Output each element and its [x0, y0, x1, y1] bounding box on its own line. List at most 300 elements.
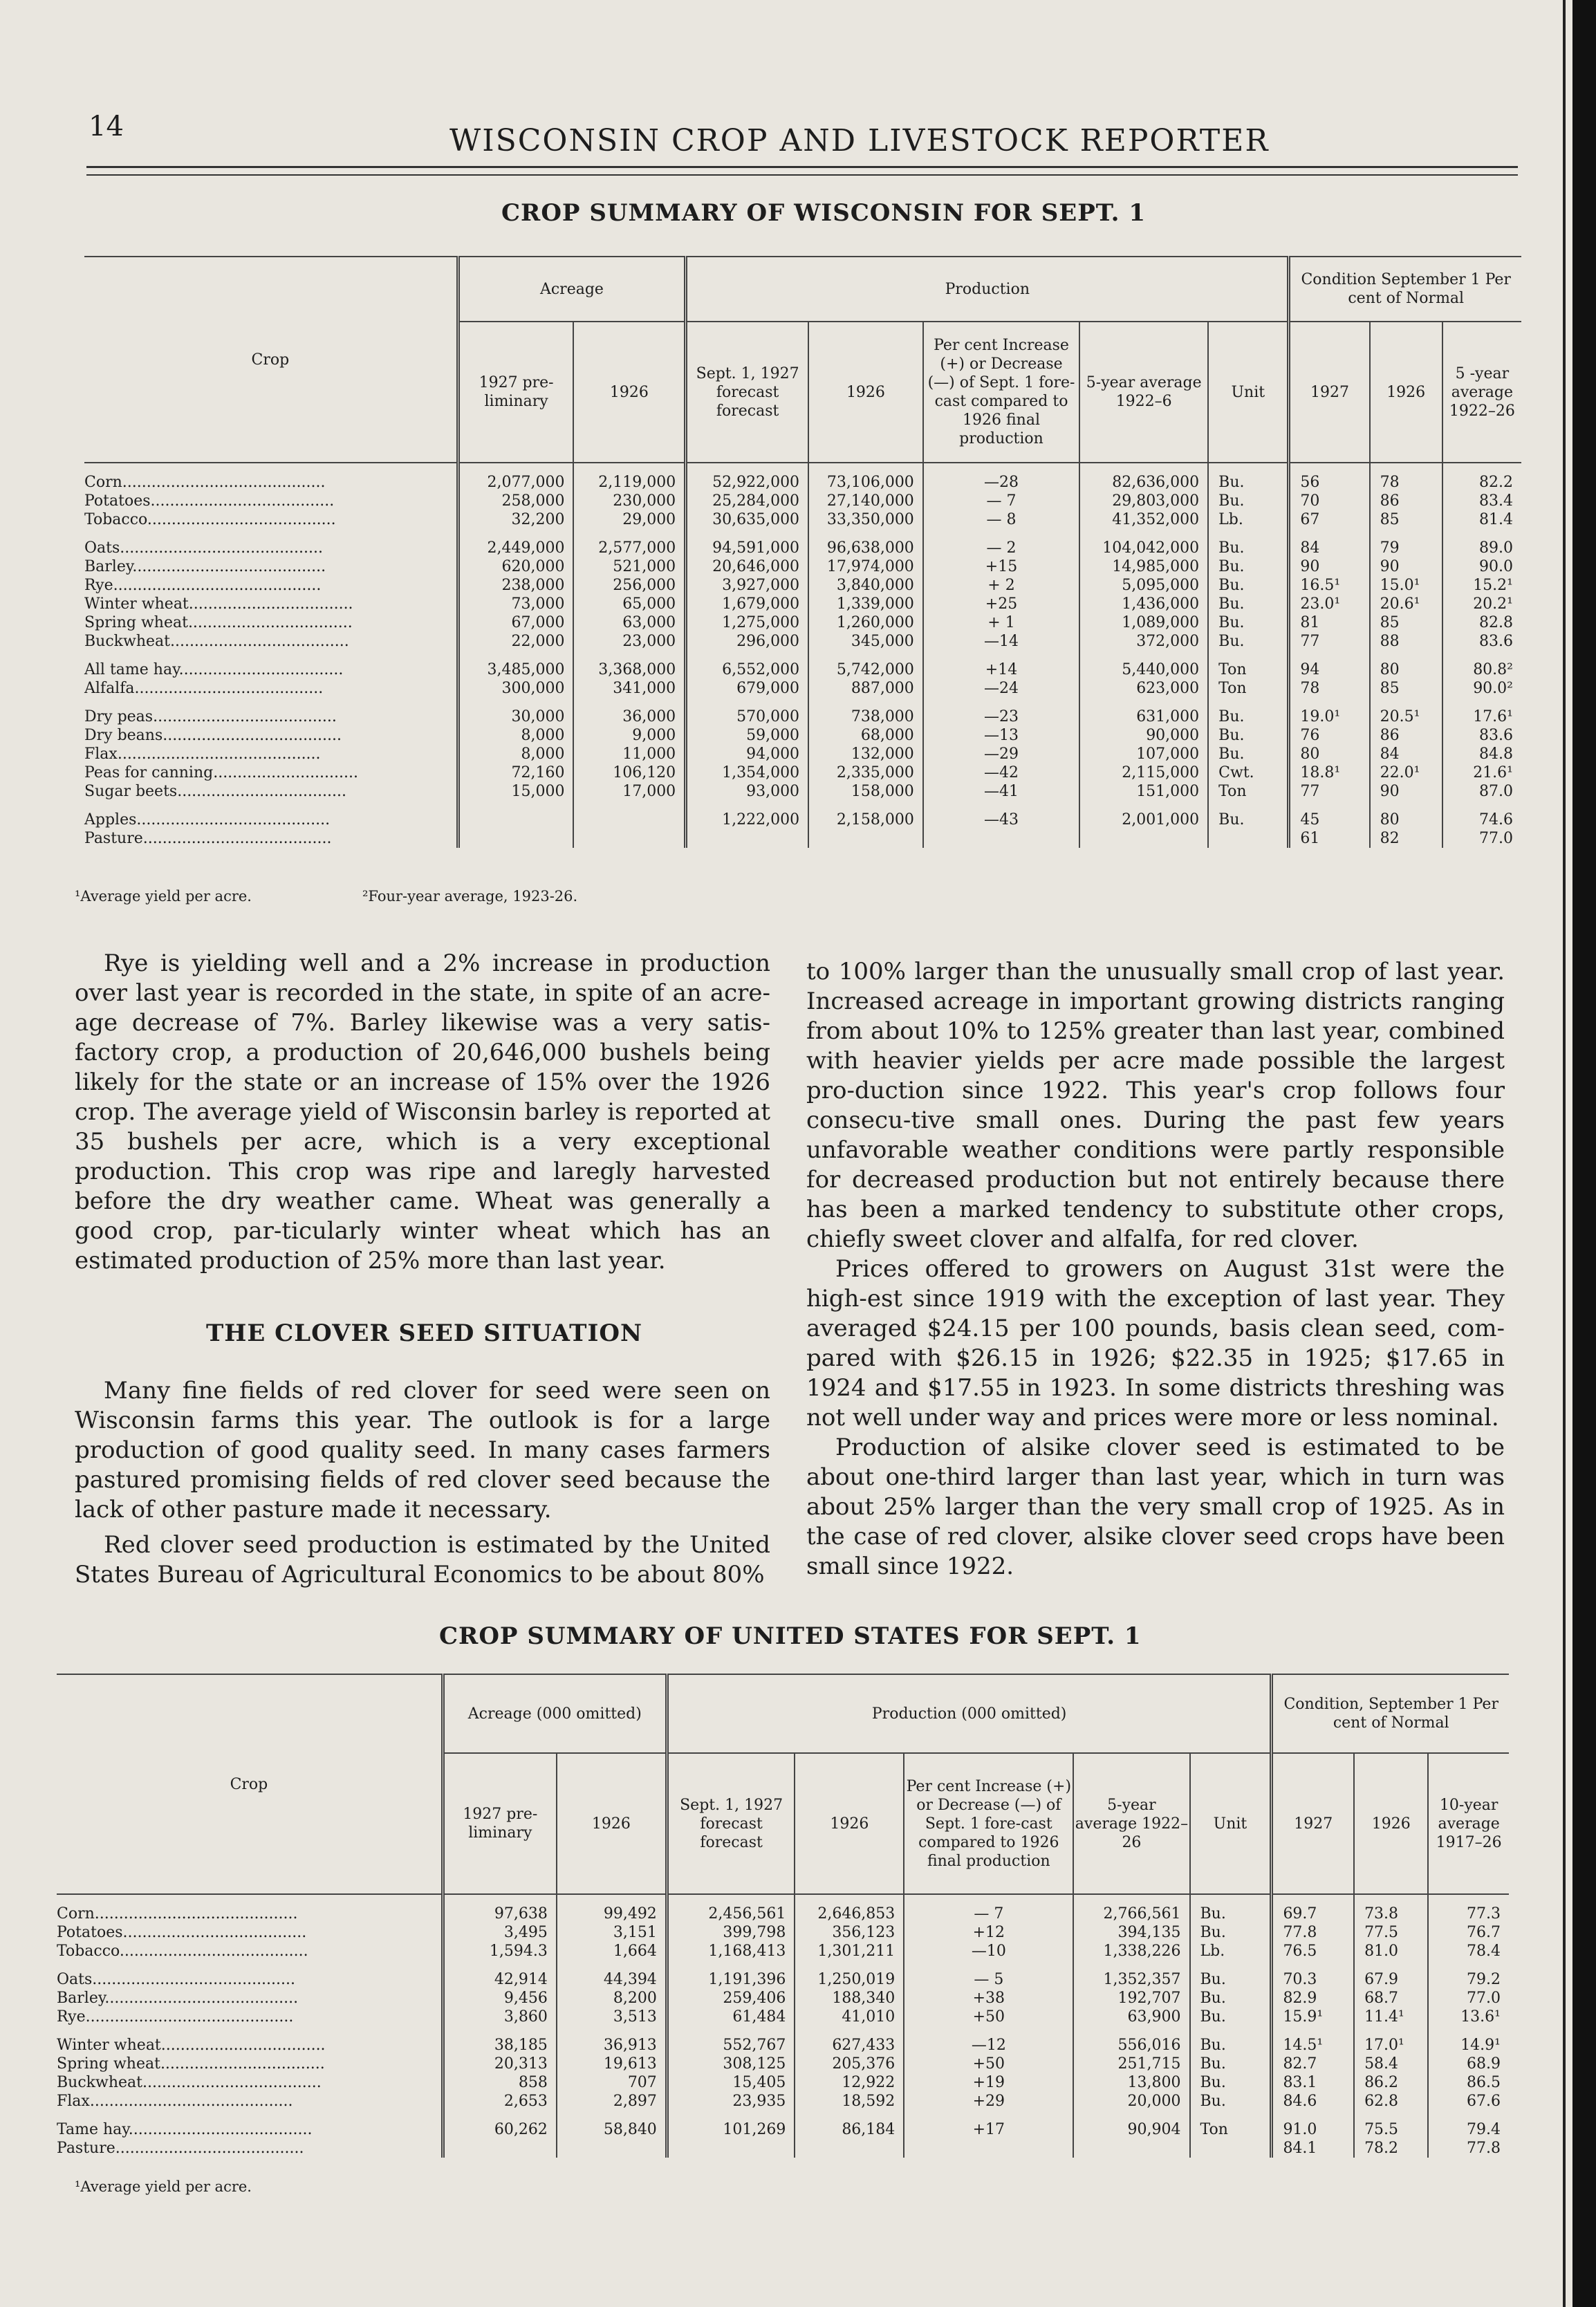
wisconsin-table-title: CROP SUMMARY OF WISCONSIN FOR SEPT. 1	[501, 199, 1147, 227]
table-cell: 3,927,000	[686, 576, 808, 595]
table-cell: 556,016	[1073, 2026, 1189, 2055]
left-column-2	[75, 1376, 770, 1590]
dot-leader: ......................................	[150, 492, 335, 510]
table-cell: 86.2	[1354, 2073, 1428, 2092]
table-cell: Bu.	[1208, 801, 1289, 829]
wisconsin-crop-table	[84, 256, 1521, 848]
us-crop-table	[57, 1674, 1509, 2158]
table-cell: 86.5	[1428, 2073, 1509, 2092]
table-cell	[923, 829, 1079, 848]
table-cell: 1,664	[557, 1942, 667, 1961]
table-cell: 106,120	[573, 763, 685, 782]
table-cell: 77.0	[1428, 1989, 1509, 2008]
table-cell: —13	[923, 726, 1079, 745]
table-cell: 90	[1370, 782, 1442, 801]
table-cell: 623,000	[1079, 679, 1208, 698]
table-cell: 13,800	[1073, 2073, 1189, 2092]
table-cell: 67.9	[1354, 1961, 1428, 1989]
table-cell: 205,376	[795, 2055, 904, 2073]
dot-leader: ..........................................	[120, 539, 324, 557]
table-cell: —43	[923, 801, 1079, 829]
dot-leader: ..........................................	[94, 1905, 298, 1922]
crop-name-cell: Flax..........................................	[84, 745, 321, 763]
dot-leader: ......................................	[153, 708, 337, 725]
table-cell: Bu.	[1190, 2008, 1272, 2026]
table-cell: 97,638	[443, 1894, 557, 1923]
table-cell: 1,168,413	[667, 1942, 795, 1961]
table-cell: 20.2¹	[1442, 595, 1521, 613]
table-cell: 2,577,000	[573, 529, 685, 557]
table-cell: 6,552,000	[686, 651, 808, 679]
table-cell	[557, 2139, 667, 2158]
table-cell: 258,000	[458, 492, 573, 510]
table-cell: 19,613	[557, 2055, 667, 2073]
table-cell: Lb.	[1208, 510, 1289, 529]
crop-name-cell: Alfalfa.......................................	[84, 680, 324, 697]
table-cell: 104,042,000	[1079, 529, 1208, 557]
section-title: THE CLOVER SEED SITUATION	[206, 1319, 643, 1347]
table-cell: 2,077,000	[458, 463, 573, 492]
table-row	[84, 632, 1521, 651]
table-cell: Bu.	[1208, 745, 1289, 763]
table-cell: 84	[1289, 529, 1370, 557]
dot-leader: ......................................	[128, 2121, 313, 2138]
table-cell	[795, 2139, 904, 2158]
table-cell: Bu.	[1190, 1894, 1272, 1923]
table-cell: 58,840	[557, 2111, 667, 2139]
dot-leader: .......................................	[147, 511, 336, 528]
table-cell: 84.6	[1272, 2092, 1354, 2111]
table-cell: 230,000	[573, 492, 685, 510]
crop-name-cell: Pasture.......................................	[84, 830, 332, 847]
table-cell: 62.8	[1354, 2092, 1428, 2111]
us-footnote: ¹Average yield per acre.	[75, 2178, 252, 2195]
table-cell: 21.6¹	[1442, 763, 1521, 782]
table-cell: 1,354,000	[686, 763, 808, 782]
table-cell: 73,000	[458, 595, 573, 613]
table-cell: 341,000	[573, 679, 685, 698]
table-cell: 8,000	[458, 745, 573, 763]
crop-name-cell: Oats..........................................	[84, 539, 324, 557]
table-cell: 15,000	[458, 782, 573, 801]
table-cell: 30,635,000	[686, 510, 808, 529]
table-cell: 30,000	[458, 698, 573, 726]
table-cell: 251,715	[1073, 2055, 1189, 2073]
table-cell: Bu.	[1208, 698, 1289, 726]
table-cell: 80.8²	[1442, 651, 1521, 679]
col-crop: Crop	[230, 1775, 268, 1793]
table-cell: 80	[1289, 745, 1370, 763]
table-cell: 76.7	[1428, 1923, 1509, 1942]
crop-name-cell: Buckwheat.....................................	[84, 633, 349, 650]
col-unit: Unit	[1190, 1753, 1272, 1894]
table-cell: 36,000	[573, 698, 685, 726]
table-cell: 1,594.3	[443, 1942, 557, 1961]
table-cell: 1,338,226	[1073, 1942, 1189, 1961]
table-cell	[808, 829, 923, 848]
table-cell: 394,135	[1073, 1923, 1189, 1942]
crop-name-cell: Flax..........................................	[57, 2093, 293, 2110]
table-cell: +38	[904, 1989, 1073, 2008]
table-cell: 90.0	[1442, 557, 1521, 576]
table-cell: 552,767	[667, 2026, 795, 2055]
table-cell: 2,449,000	[458, 529, 573, 557]
paragraph: Production of alsike clover seed is estimated to be about one-third larger than last year, which in turn was about 25% larger than the very small crop of 1925. As in the case of red clover, alsike clover seed crops have been small since 1922.	[806, 1434, 1505, 1580]
crop-name-cell: Potatoes......................................	[57, 1924, 307, 1941]
dot-leader: .....................................	[142, 2074, 322, 2091]
table-cell: Bu.	[1208, 726, 1289, 745]
table-cell: 16.5¹	[1289, 576, 1370, 595]
table-cell: 151,000	[1079, 782, 1208, 801]
table-cell: 61,484	[667, 2008, 795, 2026]
table-cell: 738,000	[808, 698, 923, 726]
table-cell: 22.0¹	[1370, 763, 1442, 782]
dot-leader: .......................................	[119, 1943, 308, 1960]
table-cell: 2,646,853	[795, 1894, 904, 1923]
dot-leader: ...........................................	[113, 577, 322, 594]
table-row	[57, 2111, 1509, 2139]
table-cell: 76.5	[1272, 1942, 1354, 1961]
table-cell: 3,151	[557, 1923, 667, 1942]
page-number: 14	[89, 111, 124, 142]
paragraph: Many fine fields of red clover for seed were seen on Wisconsin farms this year. The outlook is for a large production of good quality seed. In many cases farmers pastured promising fields of red clover seed because the lack of other pasture made it necessary.	[75, 1377, 770, 1523]
table-cell	[573, 829, 685, 848]
table-cell: 45	[1289, 801, 1370, 829]
table-cell: 11.4¹	[1354, 2008, 1428, 2026]
crop-name-cell: Tobacco.......................................	[84, 511, 336, 528]
table-cell: — 7	[923, 492, 1079, 510]
table-cell: 86,184	[795, 2111, 904, 2139]
crop-name-cell: Dry beans.....................................	[84, 727, 342, 744]
dot-leader: ..................................	[188, 595, 353, 613]
table-cell: 679,000	[686, 679, 808, 698]
table-cell: 1,275,000	[686, 613, 808, 632]
table-cell: Bu.	[1190, 1923, 1272, 1942]
table-cell: 5,440,000	[1079, 651, 1208, 679]
table-row	[57, 2055, 1509, 2073]
table-cell: 17,000	[573, 782, 685, 801]
dot-leader: ..........................................	[92, 1971, 296, 1988]
crop-name-cell: Buckwheat.....................................	[57, 2074, 322, 2091]
table-cell: 70	[1289, 492, 1370, 510]
col-production: Production	[686, 257, 1289, 322]
table-cell: 99,492	[557, 1894, 667, 1923]
table-cell: 32,200	[458, 510, 573, 529]
crop-name-cell: Rye...........................................	[84, 577, 322, 594]
crop-name-cell: Corn..........................................	[57, 1905, 298, 1922]
table-cell: 1,352,357	[1073, 1961, 1189, 1989]
table-cell: 25,284,000	[686, 492, 808, 510]
table-cell: 68,000	[808, 726, 923, 745]
crop-name-cell: Sugar beets...................................	[84, 783, 346, 800]
table-cell: 77.8	[1428, 2139, 1509, 2158]
table-cell: 94,591,000	[686, 529, 808, 557]
table-cell: 1,260,000	[808, 613, 923, 632]
col-acreage: Acreage	[458, 257, 685, 322]
table-cell: 15.9¹	[1272, 2008, 1354, 2026]
table-cell: 296,000	[686, 632, 808, 651]
table-cell: 238,000	[458, 576, 573, 595]
table-cell: 82.2	[1442, 463, 1521, 492]
dot-leader: ...........................................	[85, 2008, 294, 2026]
table-cell: 308,125	[667, 2055, 795, 2073]
crop-name-cell: Barley........................................	[57, 1990, 299, 2007]
table-cell: 96,638,000	[808, 529, 923, 557]
crop-name-cell: Dry peas......................................	[84, 708, 337, 725]
table-cell: 78	[1289, 679, 1370, 698]
col-unit: Unit	[1208, 322, 1289, 463]
table-cell: Bu.	[1208, 595, 1289, 613]
table-cell: 631,000	[1079, 698, 1208, 726]
table-cell: Bu.	[1208, 632, 1289, 651]
table-cell: Bu.	[1190, 1989, 1272, 2008]
paragraph: Prices offered to growers on August 31st were the high-est since 1919 with the exception of last year. They averaged $24.15 per 100 pounds, basis clean seed, com-pared with $26.15 in 1926; $22.35 in 1925; $17.65 in 1924 and $17.55 in 1923. In some districts threshing was not well under way and prices were more or less nominal.	[806, 1255, 1505, 1432]
table-row	[84, 510, 1521, 529]
col-1926-production: 1926	[808, 322, 923, 463]
dot-leader: .....................................	[169, 633, 349, 650]
col-condition: Condition, September 1 Per cent of Normal	[1272, 1674, 1509, 1753]
table-row	[57, 2092, 1509, 2111]
table-cell: 132,000	[808, 745, 923, 763]
dot-leader: ........................................	[104, 1990, 299, 2007]
table-cell: 91.0	[1272, 2111, 1354, 2139]
table-cell: 77.0	[1442, 829, 1521, 848]
table-cell: 13.6¹	[1428, 2008, 1509, 2026]
table-cell: + 1	[923, 613, 1079, 632]
table-cell: 19.0¹	[1289, 698, 1370, 726]
right-column	[806, 957, 1505, 1582]
table-cell: 87.0	[1442, 782, 1521, 801]
table-cell: 67	[1289, 510, 1370, 529]
table-cell: 56	[1289, 463, 1370, 492]
table-cell: 2,766,561	[1073, 1894, 1189, 1923]
table-cell: +15	[923, 557, 1079, 576]
table-cell: +50	[904, 2008, 1073, 2026]
table-cell: 20,313	[443, 2055, 557, 2073]
table-row	[84, 463, 1521, 492]
left-column	[75, 949, 770, 1276]
table-cell: 70.3	[1272, 1961, 1354, 1989]
table-cell: 29,803,000	[1079, 492, 1208, 510]
table-cell: 86	[1370, 726, 1442, 745]
table-cell: 356,123	[795, 1923, 904, 1942]
table-cell: 44,394	[557, 1961, 667, 1989]
table-cell: 83.4	[1442, 492, 1521, 510]
table-row	[84, 595, 1521, 613]
table-cell	[667, 2139, 795, 2158]
table-cell: 14.9¹	[1428, 2026, 1509, 2055]
crop-name-cell: Spring wheat..................................	[84, 614, 353, 631]
table-row	[84, 745, 1521, 763]
table-cell: 73.8	[1354, 1894, 1428, 1923]
table-cell: 12,922	[795, 2073, 904, 2092]
table-row	[84, 576, 1521, 595]
crop-name-cell: Barley........................................	[84, 558, 326, 575]
table-cell: 84.8	[1442, 745, 1521, 763]
dot-leader: ..................................	[160, 2037, 326, 2054]
table-cell: 9,456	[443, 1989, 557, 2008]
table-cell: 77.8	[1272, 1923, 1354, 1942]
table-cell: 88	[1370, 632, 1442, 651]
table-cell: 82	[1370, 829, 1442, 848]
col-pct-change: Per cent Increase (+) or Decrease (—) of Sept. 1 fore-cast compared to 1926 final production	[923, 322, 1079, 463]
table-cell: Ton	[1208, 782, 1289, 801]
dot-leader: ...................................	[177, 783, 346, 800]
table-cell: 77.5	[1354, 1923, 1428, 1942]
table-cell: 2,897	[557, 2092, 667, 2111]
table-cell: —42	[923, 763, 1079, 782]
header-rule-2	[86, 174, 1518, 176]
table-cell: 3,368,000	[573, 651, 685, 679]
table-cell: 63,000	[573, 613, 685, 632]
table-cell: 8,000	[458, 726, 573, 745]
table-row	[84, 726, 1521, 745]
table-cell: 18.8¹	[1289, 763, 1370, 782]
table-cell: 1,089,000	[1079, 613, 1208, 632]
col-cond-1927: 1927	[1272, 1753, 1354, 1894]
table-cell: 1,436,000	[1079, 595, 1208, 613]
table-cell: 83.1	[1272, 2073, 1354, 2092]
table-row	[57, 1894, 1509, 1923]
table-cell: 101,269	[667, 2111, 795, 2139]
dot-leader: ..................................	[160, 2055, 325, 2073]
table-cell: 3,485,000	[458, 651, 573, 679]
table-cell: 5,095,000	[1079, 576, 1208, 595]
col-1926-acreage: 1926	[573, 322, 685, 463]
crop-name-cell: Corn..........................................	[84, 474, 326, 491]
table-cell: 9,000	[573, 726, 685, 745]
table-cell: Bu.	[1190, 2073, 1272, 2092]
table-cell: 73,106,000	[808, 463, 923, 492]
wisconsin-footnote-2: ²Four-year average, 1923-26.	[362, 888, 578, 905]
table-cell: 90	[1289, 557, 1370, 576]
table-cell: + 2	[923, 576, 1079, 595]
table-cell: 887,000	[808, 679, 923, 698]
table-cell: 79.2	[1428, 1961, 1509, 1989]
table-cell: 3,860	[443, 2008, 557, 2026]
table-cell: 79.4	[1428, 2111, 1509, 2139]
table-cell: 1,191,396	[667, 1961, 795, 1989]
col-pct-change: Per cent Increase (+) or Decrease (—) of Sept. 1 fore-cast compared to 1926 final production	[904, 1753, 1073, 1894]
table-cell: —29	[923, 745, 1079, 763]
dot-leader: ..................................	[178, 661, 344, 678]
table-cell: 1,679,000	[686, 595, 808, 613]
table-cell: 1,339,000	[808, 595, 923, 613]
table-cell: 58.4	[1354, 2055, 1428, 2073]
table-cell: — 2	[923, 529, 1079, 557]
paragraph: Rye is yielding well and a 2% increase in production over last year is recorded in the state, in spite of an acre-age decrease of 7%. Barley likewise was a very satis-factory crop, a production of 20,646,000 bushels being likely for the state or an increase of 15% over the 1926 crop. The average yield of Wisconsin barley is reported at 35 bushels per acre, which is a very exceptional production. This crop was ripe and laregly harvested before the dry weather came. Wheat was generally a good crop, par-ticularly winter wheat which has an estimated production of 25% more than last year.	[75, 949, 770, 1275]
table-cell: 29,000	[573, 510, 685, 529]
table-cell: 60,262	[443, 2111, 557, 2139]
table-cell: +14	[923, 651, 1079, 679]
table-row	[57, 2139, 1509, 2158]
table-cell: 256,000	[573, 576, 685, 595]
table-cell	[1073, 2139, 1189, 2158]
table-row	[84, 529, 1521, 557]
table-cell: 77	[1289, 632, 1370, 651]
table-cell: +17	[904, 2111, 1073, 2139]
table-cell: 94	[1289, 651, 1370, 679]
table-cell: 84.1	[1272, 2139, 1354, 2158]
table-cell	[458, 801, 573, 829]
table-cell	[1079, 829, 1208, 848]
table-cell: 42,914	[443, 1961, 557, 1989]
table-cell: 89.0	[1442, 529, 1521, 557]
table-cell: —24	[923, 679, 1079, 698]
table-cell: 68.9	[1428, 2055, 1509, 2073]
table-row	[57, 1961, 1509, 1989]
col-cond-1926: 1926	[1354, 1753, 1428, 1894]
dot-leader: .......................................	[134, 680, 324, 697]
table-cell: 521,000	[573, 557, 685, 576]
table-cell: Bu.	[1208, 613, 1289, 632]
table-cell: 82,636,000	[1079, 463, 1208, 492]
table-cell: 2,335,000	[808, 763, 923, 782]
table-cell: +12	[904, 1923, 1073, 1942]
table-cell: 399,798	[667, 1923, 795, 1942]
table-cell: 65,000	[573, 595, 685, 613]
table-cell: 570,000	[686, 698, 808, 726]
table-cell	[573, 801, 685, 829]
table-cell	[1190, 2139, 1272, 2158]
table-cell: 93,000	[686, 782, 808, 801]
table-cell: 15,405	[667, 2073, 795, 2092]
table-cell: 20,646,000	[686, 557, 808, 576]
table-cell: 1,301,211	[795, 1942, 904, 1961]
table-cell: 345,000	[808, 632, 923, 651]
table-row	[84, 679, 1521, 698]
col-forecast: Sept. 1, 1927 forecast forecast	[667, 1753, 795, 1894]
table-row	[84, 492, 1521, 510]
table-cell: 80	[1370, 651, 1442, 679]
table-cell: 20,000	[1073, 2092, 1189, 2111]
table-cell: Bu.	[1190, 2026, 1272, 2055]
table-cell: 17.0¹	[1354, 2026, 1428, 2055]
table-cell: 81	[1289, 613, 1370, 632]
table-cell: 90,000	[1079, 726, 1208, 745]
table-cell: 3,840,000	[808, 576, 923, 595]
header-rule	[86, 166, 1518, 168]
table-cell: 78	[1370, 463, 1442, 492]
table-row	[84, 698, 1521, 726]
table-cell: 90	[1370, 557, 1442, 576]
paragraph: Red clover seed production is estimated by the United States Bureau of Agricultural Economics to be about 80%	[75, 1531, 770, 1588]
table-row	[57, 1942, 1509, 1961]
crop-name-cell: Apples........................................	[84, 811, 331, 828]
table-cell: 59,000	[686, 726, 808, 745]
table-cell: 82.9	[1272, 1989, 1354, 2008]
table-cell: 107,000	[1079, 745, 1208, 763]
dot-leader: .....................................	[163, 727, 342, 744]
col-acreage: Acreage (000 omitted)	[443, 1674, 667, 1753]
dot-leader: ..........................................	[117, 745, 321, 763]
table-row	[57, 2008, 1509, 2026]
col-1926-production: 1926	[795, 1753, 904, 1894]
table-cell: 90,904	[1073, 2111, 1189, 2139]
col-production: Production (000 omitted)	[667, 1674, 1272, 1753]
table-cell: 52,922,000	[686, 463, 808, 492]
table-cell: 84	[1370, 745, 1442, 763]
dot-leader: ..................................	[187, 614, 353, 631]
table-cell: Bu.	[1208, 463, 1289, 492]
table-cell: — 8	[923, 510, 1079, 529]
table-cell: Ton	[1190, 2111, 1272, 2139]
table-cell: 36,913	[557, 2026, 667, 2055]
table-row	[84, 557, 1521, 576]
table-cell: 41,352,000	[1079, 510, 1208, 529]
dot-leader: .......................................	[115, 2140, 304, 2157]
table-cell: 620,000	[458, 557, 573, 576]
